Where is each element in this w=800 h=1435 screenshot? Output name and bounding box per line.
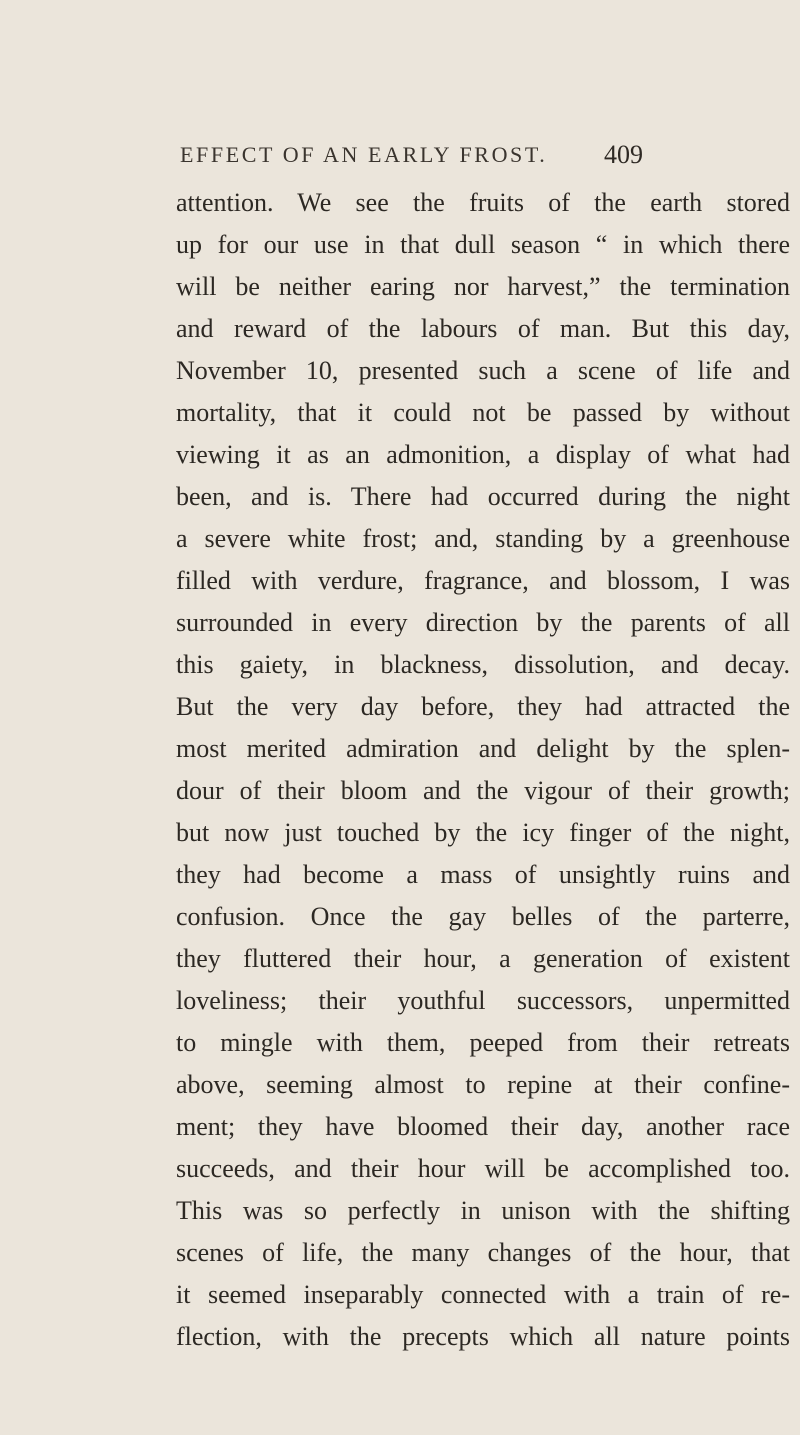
text-line: viewing it as an admonition, a display of what had (176, 440, 790, 469)
text-line: flection, with the precepts which all nature points (176, 1322, 790, 1351)
text-line: scenes of life, the many changes of the hour, that (176, 1238, 790, 1267)
text-line: will be neither earing nor harvest,” the termination (176, 272, 790, 301)
text-line: been, and is. There had occurred during the night (176, 482, 790, 511)
text-line: it seemed inseparably connected with a train of re- (176, 1280, 790, 1309)
text-line: November 10, presented such a scene of life and (176, 356, 790, 385)
text-line: But the very day before, they had attracted the (176, 692, 790, 721)
text-line: most merited admiration and delight by the splen- (176, 734, 790, 763)
text-line: but now just touched by the icy finger of the night, (176, 818, 790, 847)
text-line: above, seeming almost to repine at their confine- (176, 1070, 790, 1099)
text-line: to mingle with them, peeped from their retreats (176, 1028, 790, 1057)
text-line: up for our use in that dull season “ in which there (176, 230, 790, 259)
page-number: 409 (604, 140, 643, 169)
text-line: and reward of the labours of man. But this day, (176, 314, 790, 343)
text-line: This was so perfectly in unison with the shifting (176, 1196, 790, 1225)
text-line: mortality, that it could not be passed by without (176, 398, 790, 427)
text-line: this gaiety, in blackness, dissolution, and decay. (176, 650, 790, 679)
text-line: succeeds, and their hour will be accomplished too. (176, 1154, 790, 1183)
text-line: loveliness; their youthful successors, unpermitted (176, 986, 790, 1015)
running-title: EFFECT OF AN EARLY FROST. (180, 142, 548, 167)
text-line: filled with verdure, fragrance, and blossom, I was (176, 566, 790, 595)
text-line: dour of their bloom and the vigour of their growth; (176, 776, 790, 805)
text-line: attention. We see the fruits of the earth stored (176, 188, 790, 217)
running-head (0, 142, 800, 182)
text-line: a severe white frost; and, standing by a greenhouse (176, 524, 790, 553)
text-line: surrounded in every direction by the parents of all (176, 608, 790, 637)
text-line: confusion. Once the gay belles of the parterre, (176, 902, 790, 931)
text-line: they fluttered their hour, a generation of existent (176, 944, 790, 973)
text-line: they had become a mass of unsightly ruins and (176, 860, 790, 889)
text-line: ment; they have bloomed their day, another race (176, 1112, 790, 1141)
